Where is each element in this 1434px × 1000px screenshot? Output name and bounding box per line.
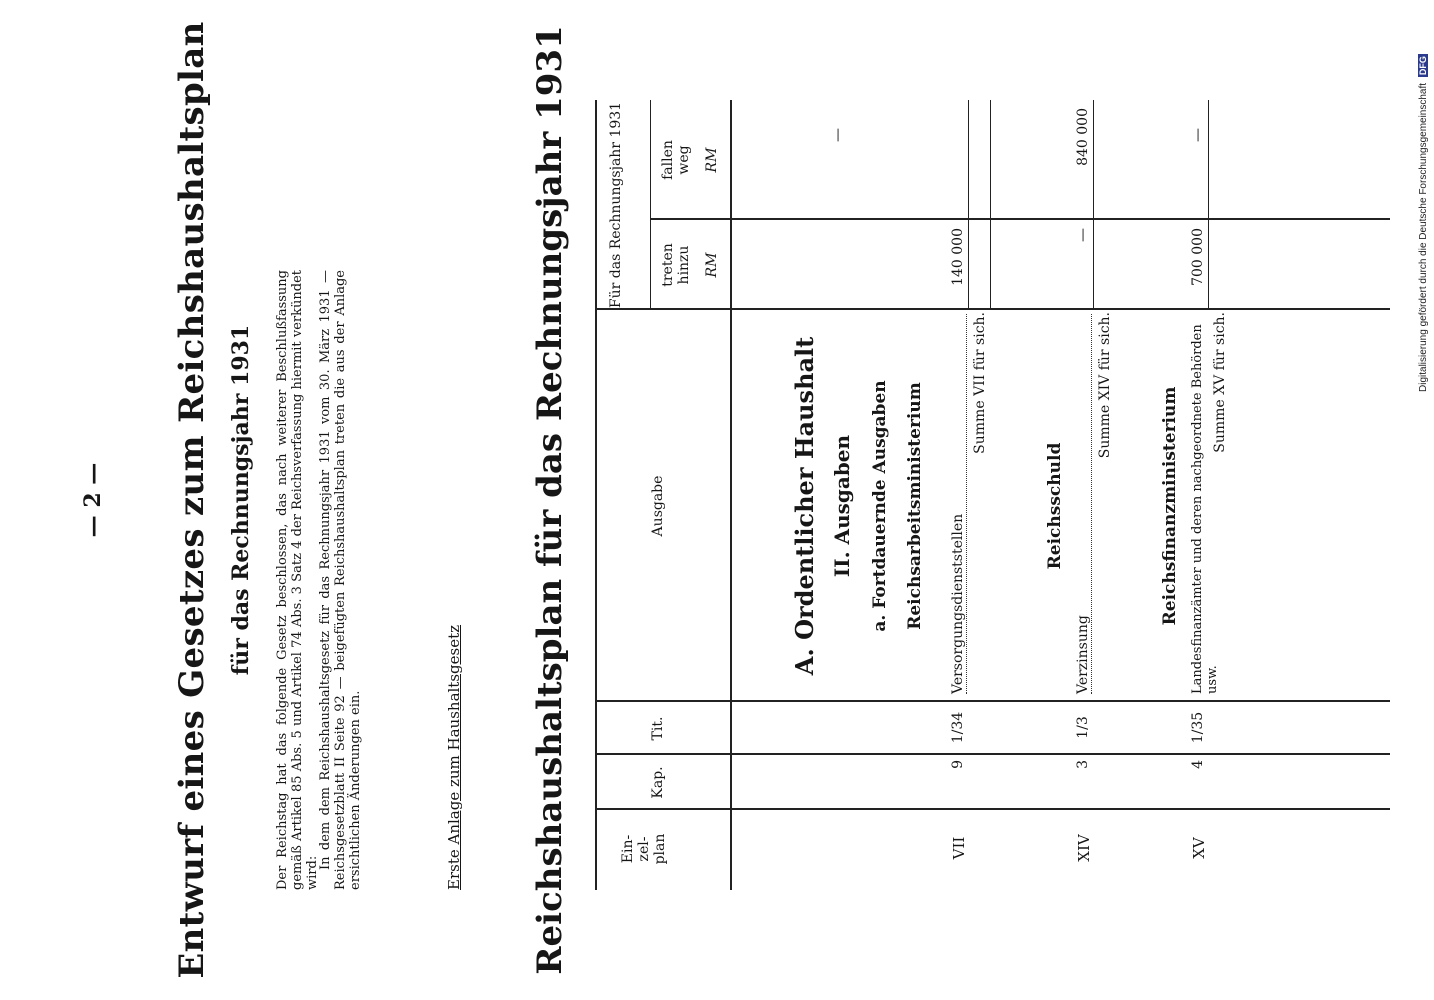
einzelplan-cell: XIV bbox=[1075, 834, 1093, 862]
page-number: — 2 — bbox=[80, 462, 106, 538]
amount-hinzu: 140 000 bbox=[950, 228, 966, 286]
col-divider-tit bbox=[595, 700, 1390, 702]
header-ausgabe: Ausgabe bbox=[650, 475, 666, 537]
section-ordentlicher-haushalt: A. Ordentlicher Haushalt bbox=[790, 336, 819, 676]
sum-rule bbox=[1208, 100, 1209, 310]
amount-weg: 840 000 bbox=[1075, 108, 1091, 166]
header-unit-hinzu: RM bbox=[704, 252, 720, 278]
item-label: Versorgungsdienststellen bbox=[950, 314, 967, 694]
header-unit-weg: RM bbox=[704, 147, 720, 173]
funding-note-text: Digitalisierung gefördert durch die Deutsche Forschungsgemeinschaft bbox=[1418, 82, 1429, 392]
header-kap: Kap. bbox=[650, 766, 666, 799]
amount-weg: — bbox=[1190, 128, 1206, 142]
table-top-rule bbox=[595, 100, 597, 890]
kap-cell: 3 bbox=[1075, 760, 1091, 769]
header-fallen-weg: fallen weg bbox=[660, 140, 692, 180]
item-label: Landesfinanzämter und deren nachgeordnete Behörden usw. bbox=[1190, 324, 1220, 694]
dfg-logo: DFG bbox=[1418, 56, 1428, 76]
header-treten-hinzu: treten hinzu bbox=[660, 243, 692, 287]
ministry-label: Reichsfinanzministerium bbox=[1160, 386, 1180, 626]
einzelplan-cell: VII bbox=[950, 836, 968, 860]
ministry-label: Reichsarbeitsministerium bbox=[905, 382, 925, 630]
summe-label: Summe VII für sich. bbox=[972, 312, 988, 454]
col-divider-amounts bbox=[650, 218, 1390, 220]
kap-cell: 4 bbox=[1190, 760, 1206, 769]
amount-hinzu: — bbox=[1075, 228, 1091, 242]
funding-note bbox=[1418, 54, 1429, 392]
budget-heading: Reichshaushaltsplan für das Rechnungsjahr 1931 bbox=[530, 25, 570, 975]
section-fortdauernde: a. Fortdauernde Ausgaben bbox=[870, 380, 890, 632]
header-einzelplan: Ein- zel- plan bbox=[620, 833, 668, 865]
sum-rule bbox=[990, 100, 991, 310]
anlage-label: Erste Anlage zum Haushaltsgesetz bbox=[445, 624, 463, 890]
kap-cell: 9 bbox=[950, 760, 966, 769]
col-divider-kap bbox=[595, 753, 1390, 755]
section-ausgaben: II. Ausgaben bbox=[830, 434, 854, 578]
page-title: Entwurf eines Gesetzes zum Reichshaushaltsplan bbox=[172, 21, 212, 979]
einzelplan-cell: XV bbox=[1190, 837, 1208, 859]
paragraph-2: In dem dem Reichshaushaltsgesetz für das Rechnungsjahr 1931 vom 30. März 1931 — Reichsgesetzblatt II Seite 92 — beigefügten Reichshaushaltsplan treten die aus der Anlage ersichtlichen Änderungen ein. bbox=[318, 270, 363, 890]
header-sub-rule bbox=[650, 100, 651, 310]
header-tit: Tit. bbox=[650, 716, 666, 741]
col-divider-einzelplan bbox=[595, 808, 1390, 810]
sum-rule bbox=[968, 100, 969, 310]
sum-rule bbox=[1093, 100, 1094, 310]
amount-weg: — bbox=[830, 128, 846, 142]
header-jahr: Für das Rechnungsjahr 1931 bbox=[608, 101, 624, 309]
paragraph-1: Der Reichstag hat das folgende Gesetz beschlossen, das nach weiterer Beschlußfassung gemäß Artikel 85 Abs. 5 und Artikel 74 Abs. 3 Satz 4 der Reichsverfassung hiermit verkündet wird: bbox=[275, 270, 320, 890]
tit-cell: 1/35 bbox=[1190, 711, 1206, 744]
summe-label: Summe XV für sich. bbox=[1212, 312, 1228, 453]
item-label: Verzinsung bbox=[1075, 314, 1092, 694]
summe-label: Summe XIV für sich. bbox=[1097, 312, 1113, 459]
page-subtitle: für das Rechnungsjahr 1931 bbox=[228, 324, 254, 676]
ministry-label: Reichsschuld bbox=[1045, 442, 1065, 570]
tit-cell: 1/34 bbox=[950, 711, 966, 744]
tit-cell: 1/3 bbox=[1075, 716, 1091, 739]
amount-hinzu: 700 000 bbox=[1190, 228, 1206, 286]
